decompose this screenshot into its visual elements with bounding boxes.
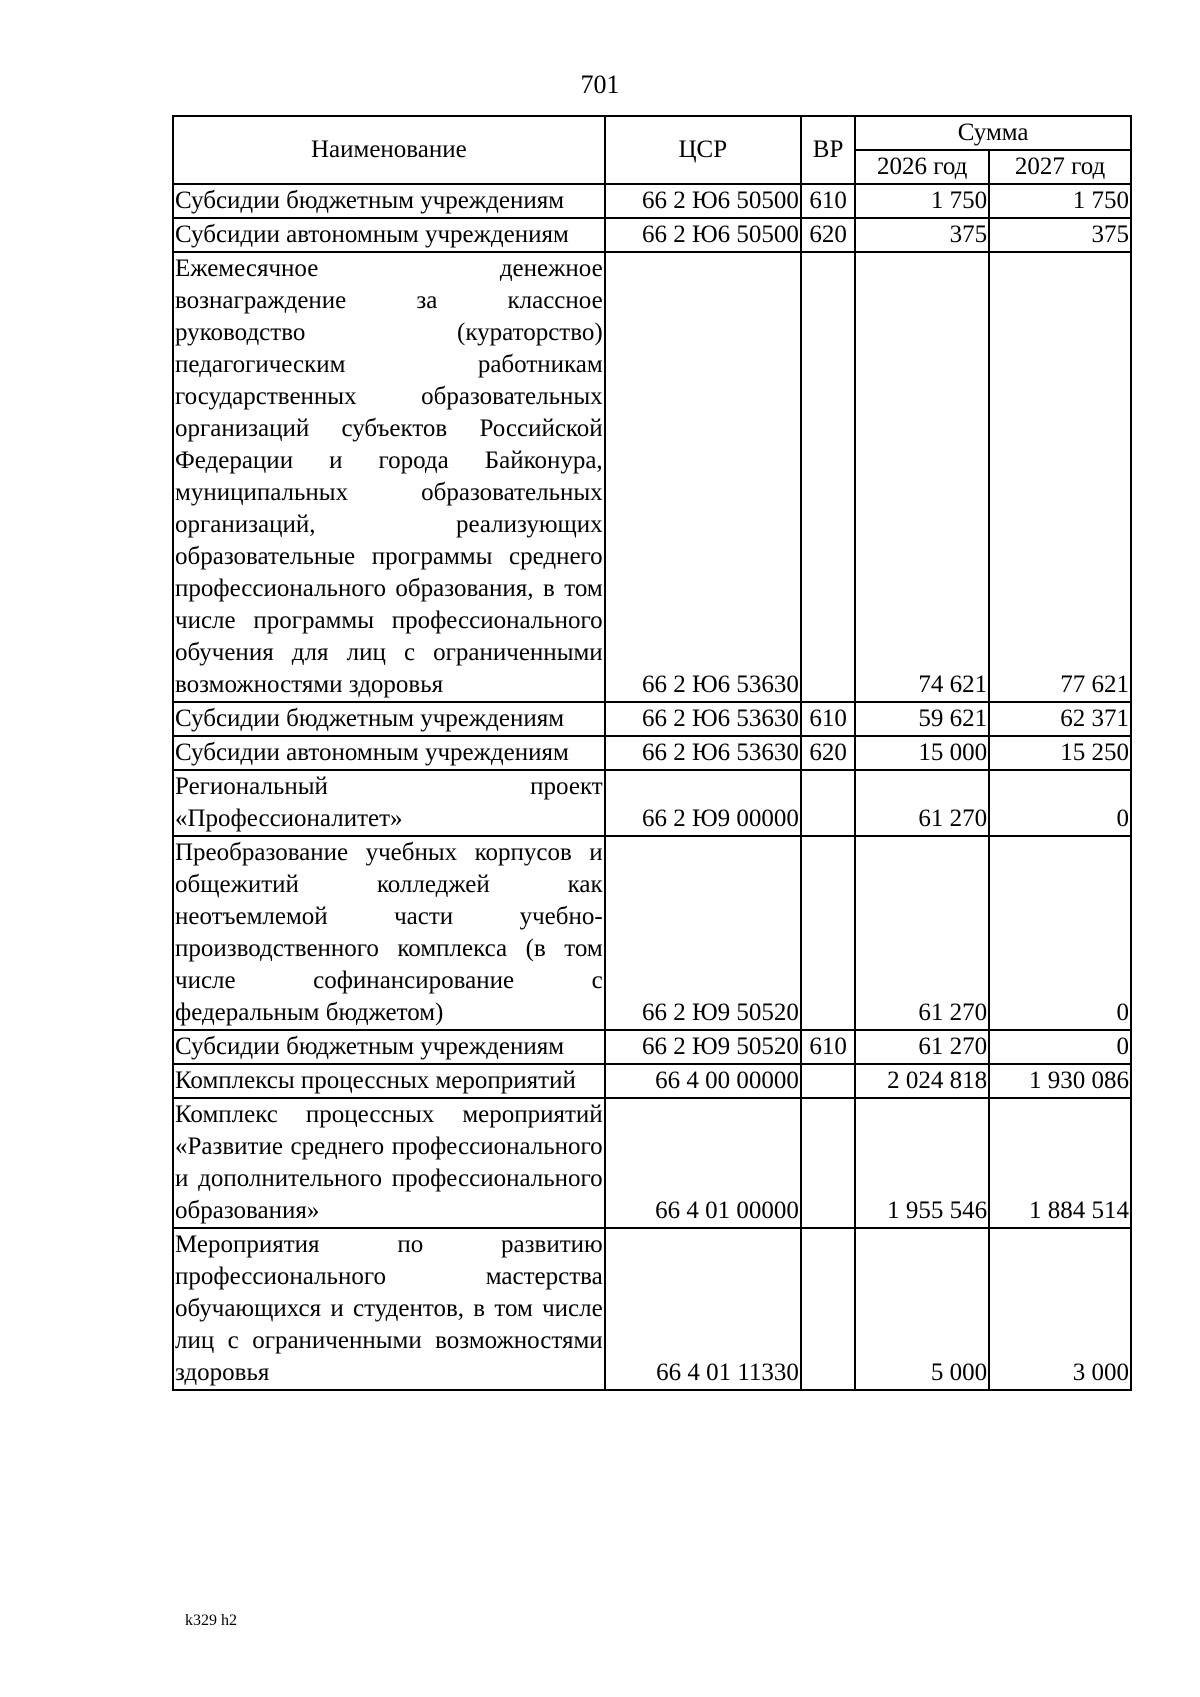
row-sum-2026: 2 024 818 (855, 1064, 989, 1098)
row-sum-2026: 61 270 (855, 836, 989, 1030)
row-name: Субсидии бюджетным учреждениям (173, 702, 605, 736)
table-row (173, 1064, 1131, 1098)
row-sum-2027: 62 371 (989, 702, 1131, 736)
row-sum-2027: 77 621 (989, 252, 1131, 702)
row-sum-2026: 1 955 546 (855, 1098, 989, 1228)
row-name: Субсидии бюджетным учреждениям (173, 1030, 605, 1064)
row-sum-2027: 0 (989, 1030, 1131, 1064)
row-code: 66 4 00 00000 (605, 1064, 801, 1098)
row-code: 66 2 Ю6 50500 (605, 218, 801, 252)
row-sum-2027: 15 250 (989, 736, 1131, 770)
row-sum-2027: 1 930 086 (989, 1064, 1131, 1098)
row-name: Преобразование учебных корпусов и общежитий колледжей как неотъемлемой части учебно-производственного комплекса (в том числе софинансирование с федеральным бюджетом) (173, 836, 605, 1030)
table-row (173, 218, 1131, 252)
table-row (173, 184, 1131, 218)
header-year-2027: 2027 год (989, 150, 1131, 184)
row-name: Субсидии автономным учреждениям (173, 736, 605, 770)
row-code: 66 2 Ю6 53630 (605, 702, 801, 736)
header-name: Наименование (173, 116, 605, 184)
table-row (173, 836, 1131, 1030)
row-vr (801, 1098, 855, 1228)
row-vr (801, 1228, 855, 1390)
row-sum-2026: 61 270 (855, 1030, 989, 1064)
row-code: 66 4 01 11330 (605, 1228, 801, 1390)
row-name: Ежемесячное денежное вознаграждение за классное руководство (кураторство) педагогическим работникам государственных образовательных организаций субъектов Российской Федерации и города Байконура, муниципальных образовательных организаций, реализующих образовательные программы среднего профессионального образования, в том числе программы профессионального обучения для лиц с ограниченными возможностями здоровья (173, 252, 605, 702)
row-sum-2027: 0 (989, 770, 1131, 836)
row-code: 66 2 Ю9 50520 (605, 836, 801, 1030)
table-row (173, 702, 1131, 736)
row-sum-2027: 3 000 (989, 1228, 1131, 1390)
row-vr: 610 (801, 1030, 855, 1064)
row-name: Субсидии бюджетным учреждениям (173, 184, 605, 218)
row-vr (801, 1064, 855, 1098)
row-code: 66 2 Ю9 00000 (605, 770, 801, 836)
table-row (173, 770, 1131, 836)
row-sum-2027: 1 884 514 (989, 1098, 1131, 1228)
row-vr: 620 (801, 736, 855, 770)
row-sum-2026: 1 750 (855, 184, 989, 218)
row-sum-2026: 61 270 (855, 770, 989, 836)
row-sum-2027: 0 (989, 836, 1131, 1030)
table-row (173, 252, 1131, 702)
row-name: Мероприятия по развитию профессионального мастерства обучающихся и студентов, в том числе лиц с ограниченными возможностями здоровья (173, 1228, 605, 1390)
row-sum-2027: 1 750 (989, 184, 1131, 218)
header-vr: ВР (801, 116, 855, 184)
row-vr: 610 (801, 702, 855, 736)
table-header (173, 116, 1131, 184)
footer-code: k329 h2 (185, 1612, 237, 1629)
row-vr: 620 (801, 218, 855, 252)
row-name: Комплекс процессных мероприятий «Развитие среднего профессионального и дополнительного профессионального образования» (173, 1098, 605, 1228)
header-year-2026: 2026 год (855, 150, 989, 184)
row-name: Региональный проект «Профессионалитет» (173, 770, 605, 836)
header-sum: Сумма (855, 116, 1131, 150)
table-row (173, 1228, 1131, 1390)
row-sum-2026: 74 621 (855, 252, 989, 702)
row-sum-2026: 375 (855, 218, 989, 252)
row-code: 66 2 Ю9 50520 (605, 1030, 801, 1064)
row-code: 66 2 Ю6 50500 (605, 184, 801, 218)
table-row (173, 736, 1131, 770)
table-row (173, 1030, 1131, 1064)
header-code: ЦСР (605, 116, 801, 184)
row-code: 66 2 Ю6 53630 (605, 736, 801, 770)
row-vr (801, 770, 855, 836)
row-vr (801, 252, 855, 702)
row-vr (801, 836, 855, 1030)
budget-table (172, 115, 1132, 1391)
page-number: 701 (580, 70, 620, 99)
row-name: Субсидии автономным учреждениям (173, 218, 605, 252)
row-sum-2027: 375 (989, 218, 1131, 252)
row-name: Комплексы процессных мероприятий (173, 1064, 605, 1098)
row-sum-2026: 5 000 (855, 1228, 989, 1390)
row-code: 66 2 Ю6 53630 (605, 252, 801, 702)
row-vr: 610 (801, 184, 855, 218)
row-sum-2026: 15 000 (855, 736, 989, 770)
table-row (173, 1098, 1131, 1228)
row-code: 66 4 01 00000 (605, 1098, 801, 1228)
row-sum-2026: 59 621 (855, 702, 989, 736)
